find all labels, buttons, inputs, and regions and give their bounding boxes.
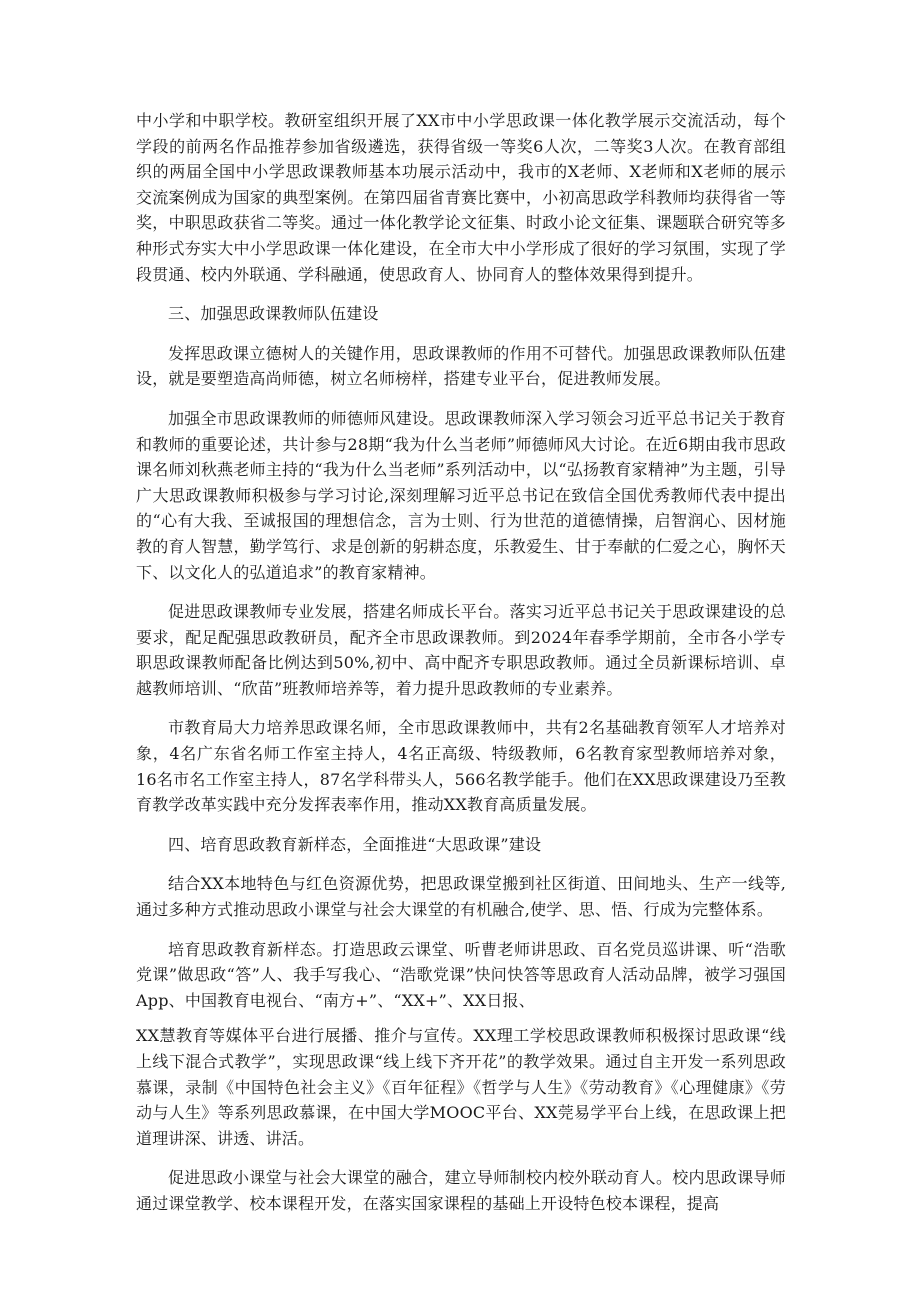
paragraph-continued: XX慧教育等媒体平台进行展播、推介与宣传。XX理工学校思政课教师积极探讨思政课“线上线下混合式教学”，实现思政课“线上线下齐开花”的教学效果。通过自主开发一系列思政慕课，录制《中国特色社会主义》《百年征程》《哲学与人生》《劳动教育》《心理健康》《劳动与人生》等系列思政慕课，在中国大学MOOC平台、XX莞易学平台上线，在思政课上把道理讲深、讲透、讲活。 bbox=[136, 1026, 786, 1148]
paragraph: 发挥思政课立德树人的关键作用，思政课教师的作用不可替代。加强思政课教师队伍建设，就是要塑造高尚师德，树立名师榜样，搭建专业平台，促进教师发展。 bbox=[136, 343, 786, 389]
section-heading-3: 三、加强思政课教师队伍建设 bbox=[168, 304, 379, 324]
paragraph: 培育思政教育新样态。打造思政云课堂、听曹老师讲思政、百名党员巡讲课、听“浩歌党课”做思政“答”人、我手写我心、“浩歌党课”快问快答等思政育人活动品牌，被学习强国App、中国教育电视台、“南方+”、“XX+”、XX日报、 bbox=[136, 939, 786, 1010]
section-heading-4: 四、培育思政教育新样态，全面推进“大思政课”建设 bbox=[168, 834, 542, 854]
paragraph: 结合XX本地特色与红色资源优势，把思政课堂搬到社区街道、田间地头、生产一线等,通过多种方式推动思政小课堂与社会大课堂的有机融合,使学、思、悟、行成为完整体系。 bbox=[136, 874, 786, 920]
paragraph-continued: 中小学和中职学校。教研室组织开展了XX市中小学思政课一体化教学展示交流活动，每个学段的前两名作品推荐参加省级遴选，获得省级一等奖6人次，二等奖3人次。在教育部组织的两届全国中小学思政课教师基本功展示活动中，我市的X老师、X老师和X老师的展示交流案例成为国家的典型案例。在第四届省青赛比赛中，小初高思政学科教师均获得省一等奖，中职思政获省二等奖。通过一体化教学论文征集、时政小论文征集、课题联合研究等多种形式夯实大中小学思政课一体化建设，在全市大中小学形成了很好的学习氛围，实现了学段贯通、校内外联通、学科融通，使思政育人、协同育人的整体效果得到提升。 bbox=[136, 111, 786, 284]
paragraph: 促进思政课教师专业发展，搭建名师成长平台。落实习近平总书记关于思政课建设的总要求，配足配强思政教研员，配齐全市思政课教师。到2024年春季学期前，全市各小学专职思政课教师配备比例达到50%,初中、高中配齐专职思政教师。通过全员新课标培训、卓越教师培训、“欣苗”班教师培养等，着力提升思政教师的专业素养。 bbox=[136, 602, 786, 698]
document-page bbox=[136, 108, 786, 1231]
paragraph: 加强全市思政课教师的师德师风建设。思政课教师深入学习领会习近平总书记关于教育和教师的重要论述，共计参与28期“我为什么当老师”师德师风大讨论。在近6期由我市思政课名师刘秋燕老师主持的“我为什么当老师”系列活动中，以“弘扬教育家精神”为主题，引导广大思政课教师积极参与学习讨论,深刻理解习近平总书记在致信全国优秀教师代表中提出的“心有大我、至诚报国的理想信念，言为士则、行为世范的道德情操，启智润心、因材施教的育人智慧，勤学笃行、求是创新的躬耕态度，乐教爱生、甘于奉献的仁爱之心，胸怀天下、以文化人的弘道追求”的教育家精神。 bbox=[136, 408, 786, 582]
paragraph: 促进思政小课堂与社会大课堂的融合，建立导师制校内校外联动育人。校内思政课导师通过课堂教学、校本课程开发，在落实国家课程的基础上开设特色校本课程，提高 bbox=[136, 1168, 786, 1213]
paragraph: 市教育局大力培养思政课名师，全市思政课教师中，共有2名基础教育领军人才培养对象，4名广东省名师工作室主持人，4名正高级、特级教师，6名教育家型教师培养对象，16名市名工作室主持人，87名学科带头人，566名教学能手。他们在XX思政课建设乃至教育教学改革实践中充分发挥表率作用，推动XX教育高质量发展。 bbox=[136, 718, 786, 815]
